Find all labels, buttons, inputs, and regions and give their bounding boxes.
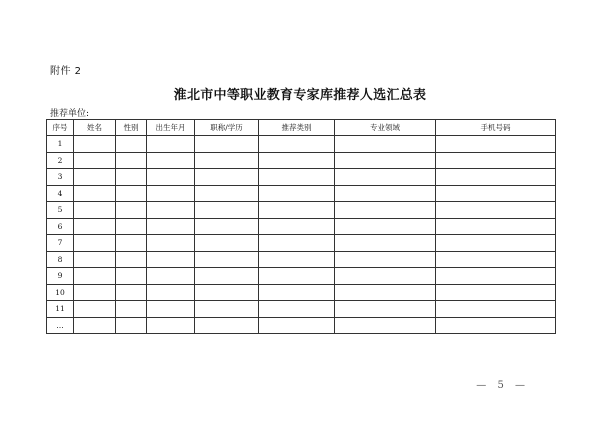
column-header: 出生年月	[147, 120, 195, 136]
table-cell	[436, 218, 556, 235]
table-cell	[195, 136, 259, 153]
row-number-cell: …	[47, 317, 74, 334]
row-number-cell: 4	[47, 185, 74, 202]
row-number-cell: 7	[47, 235, 74, 252]
table-cell	[436, 317, 556, 334]
table-cell	[259, 136, 335, 153]
row-number-cell: 9	[47, 268, 74, 285]
table-cell	[259, 284, 335, 301]
table-cell	[335, 136, 436, 153]
table-cell	[74, 284, 116, 301]
row-number-cell: 2	[47, 152, 74, 169]
table-cell	[335, 152, 436, 169]
table-cell	[195, 251, 259, 268]
table-cell	[436, 268, 556, 285]
table-cell	[335, 235, 436, 252]
table-cell	[116, 235, 147, 252]
row-number-cell: 1	[47, 136, 74, 153]
table-cell	[195, 268, 259, 285]
attachment-label: 附件 2	[50, 66, 82, 77]
table-cell	[436, 235, 556, 252]
table-cell	[147, 202, 195, 219]
table-cell	[259, 202, 335, 219]
table-cell	[116, 152, 147, 169]
table-row	[47, 218, 556, 235]
page-number-text: — 5 —	[476, 380, 529, 391]
table-cell	[195, 235, 259, 252]
table-header-row	[47, 120, 556, 136]
page-number	[0, 380, 600, 391]
table-cell	[74, 235, 116, 252]
row-number-cell: 6	[47, 218, 74, 235]
table-cell	[335, 169, 436, 186]
table-row	[47, 136, 556, 153]
table-row	[47, 251, 556, 268]
table-cell	[436, 152, 556, 169]
table-cell	[74, 317, 116, 334]
table-row	[47, 202, 556, 219]
table-cell	[195, 185, 259, 202]
table-row	[47, 169, 556, 186]
table-cell	[147, 317, 195, 334]
table-cell	[335, 185, 436, 202]
table-body	[47, 136, 556, 334]
table-cell	[436, 169, 556, 186]
column-header: 职称/学历	[195, 120, 259, 136]
table-cell	[74, 301, 116, 318]
table-row	[47, 301, 556, 318]
table-cell	[259, 152, 335, 169]
table-cell	[335, 251, 436, 268]
column-header: 序号	[47, 120, 74, 136]
row-number-cell: 8	[47, 251, 74, 268]
table-cell	[259, 169, 335, 186]
column-header: 性别	[116, 120, 147, 136]
table-cell	[147, 218, 195, 235]
table-cell	[74, 218, 116, 235]
table-cell	[116, 218, 147, 235]
table-cell	[74, 268, 116, 285]
table-cell	[195, 202, 259, 219]
table-cell	[259, 235, 335, 252]
candidate-summary-table	[46, 119, 556, 334]
table-cell	[74, 152, 116, 169]
table-cell	[147, 284, 195, 301]
table-cell	[116, 185, 147, 202]
column-header: 姓名	[74, 120, 116, 136]
table-cell	[147, 235, 195, 252]
table-cell	[116, 169, 147, 186]
table-cell	[335, 268, 436, 285]
table-cell	[335, 301, 436, 318]
table-row	[47, 235, 556, 252]
table-row	[47, 284, 556, 301]
table-cell	[335, 284, 436, 301]
table-row	[47, 185, 556, 202]
table-cell	[259, 317, 335, 334]
column-header: 专业领域	[335, 120, 436, 136]
table-cell	[195, 301, 259, 318]
table-cell	[259, 218, 335, 235]
table-cell	[74, 136, 116, 153]
table-cell	[259, 251, 335, 268]
row-number-cell: 11	[47, 301, 74, 318]
table-cell	[436, 301, 556, 318]
table-cell	[436, 202, 556, 219]
table-cell	[147, 301, 195, 318]
table-row	[47, 317, 556, 334]
table-cell	[147, 185, 195, 202]
table-cell	[116, 284, 147, 301]
table-row	[47, 152, 556, 169]
table-cell	[147, 169, 195, 186]
row-number-cell: 3	[47, 169, 74, 186]
row-number-cell: 5	[47, 202, 74, 219]
table-cell	[74, 185, 116, 202]
table-cell	[147, 251, 195, 268]
table-cell	[195, 218, 259, 235]
table-cell	[195, 317, 259, 334]
table-cell	[116, 202, 147, 219]
table-cell	[116, 301, 147, 318]
table-cell	[259, 301, 335, 318]
table-cell	[147, 268, 195, 285]
table-cell	[259, 268, 335, 285]
table-cell	[147, 152, 195, 169]
table-cell	[116, 136, 147, 153]
table-cell	[116, 268, 147, 285]
table-cell	[335, 202, 436, 219]
table-cell	[335, 218, 436, 235]
table-cell	[74, 251, 116, 268]
column-header: 推荐类别	[259, 120, 335, 136]
table-cell	[116, 317, 147, 334]
table-cell	[195, 284, 259, 301]
column-header: 手机号码	[436, 120, 556, 136]
table-cell	[335, 317, 436, 334]
table-cell	[195, 169, 259, 186]
table-row	[47, 268, 556, 285]
table-cell	[147, 136, 195, 153]
table-cell	[195, 152, 259, 169]
table-cell	[436, 136, 556, 153]
table-cell	[259, 185, 335, 202]
table-cell	[116, 251, 147, 268]
recommender-unit-label: 推荐单位:	[50, 109, 90, 119]
table-cell	[436, 185, 556, 202]
row-number-cell: 10	[47, 284, 74, 301]
table-cell	[74, 169, 116, 186]
table-cell	[436, 251, 556, 268]
page-title: 淮北市中等职业教育专家库推荐人选汇总表	[173, 88, 427, 103]
table-cell	[74, 202, 116, 219]
table-cell	[436, 284, 556, 301]
